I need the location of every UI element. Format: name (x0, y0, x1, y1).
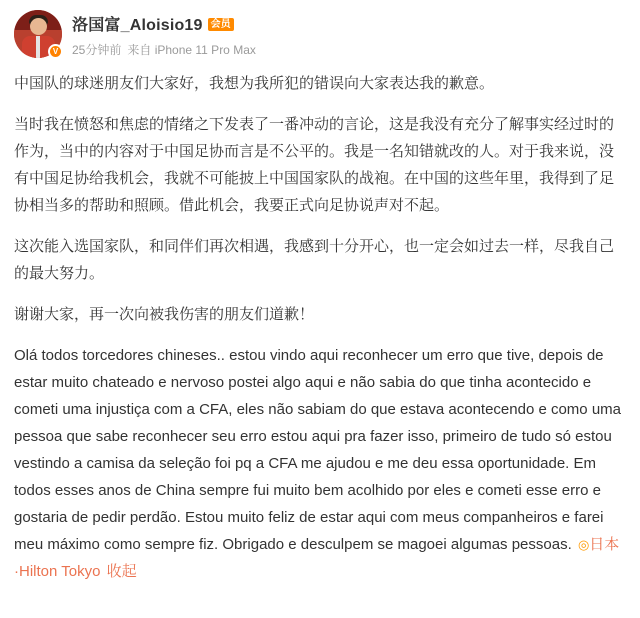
avatar[interactable] (14, 10, 62, 58)
post-meta (72, 10, 256, 58)
verified-badge-icon[interactable]: V (48, 44, 63, 59)
post-location[interactable]: 日本·Hilton Tokyo (14, 536, 620, 580)
post-source: 来自 iPhone 11 Pro Max (127, 43, 256, 57)
member-badge[interactable]: 会员 (208, 18, 234, 31)
post-paragraph-portuguese (14, 342, 626, 585)
post-paragraph-2: 当时我在愤怒和焦虑的情绪之下发表了一番冲动的言论，这是我没有充分了解事实经过时的作为，当中的内容对于中国足协而言是不公平的。我是一名知错就改的人。对于我来说，没有中国足协给我机会，我就不可能披上中国国家队的战袍。在中国的这些年里，我得到了足协相当多的帮助和照顾。借此机会，我要正式向足协说声对不起。 (14, 116, 615, 214)
post-paragraph-3: 这次能入选国家队，和同伴们再次相遇，我感到十分开心，也一定会如过去一样，尽我自己的最大努力。 (14, 238, 615, 282)
post-header (14, 10, 626, 58)
post-paragraph-4: 谢谢大家，再一次向被我伤害的朋友们道歉！ (14, 306, 315, 323)
post-timestamp: 25分钟前 (72, 43, 122, 57)
location-pin-icon: ◎ (577, 537, 590, 552)
post-subheader (72, 41, 256, 58)
author-name[interactable]: 洛国富_Aloisio19 (72, 17, 203, 34)
post-paragraph-1: 中国队的球迷朋友们大家好，我想为我所犯的错误向大家表达我的歉意。 (14, 75, 495, 92)
author-row (72, 12, 256, 35)
avatar-shirt-stripe (36, 36, 40, 58)
collapse-button[interactable]: 收起 (106, 563, 137, 580)
avatar-face (30, 18, 47, 35)
portuguese-text: Olá todos torcedores chineses.. estou vindo aqui reconhecer um erro que tive, depois de estar muito chateado e nervoso postei algo aqui e não sabia do que tinha acontecido e cometi uma injustiça com a CFA, eles não sabiam do que estava acontecendo e como uma pessoa que sabe reconhecer seu erro estou aqui pra fazer isso, primeiro de tudo só estou vestindo a camisa da seleção foi pq a CFA me ajudou e me deu essa oportunidade. Em todos esses anos de China sempre fui muito bem acolhido por eles e cometi esse erro e gostaria de pedir perdão. Estou muito feliz de estar aqui com meus companheiros e farei meu máximo como sempre fiz. Obrigado e desculpem se magoei algumas pessoas. (14, 347, 621, 553)
post-content (14, 70, 626, 585)
